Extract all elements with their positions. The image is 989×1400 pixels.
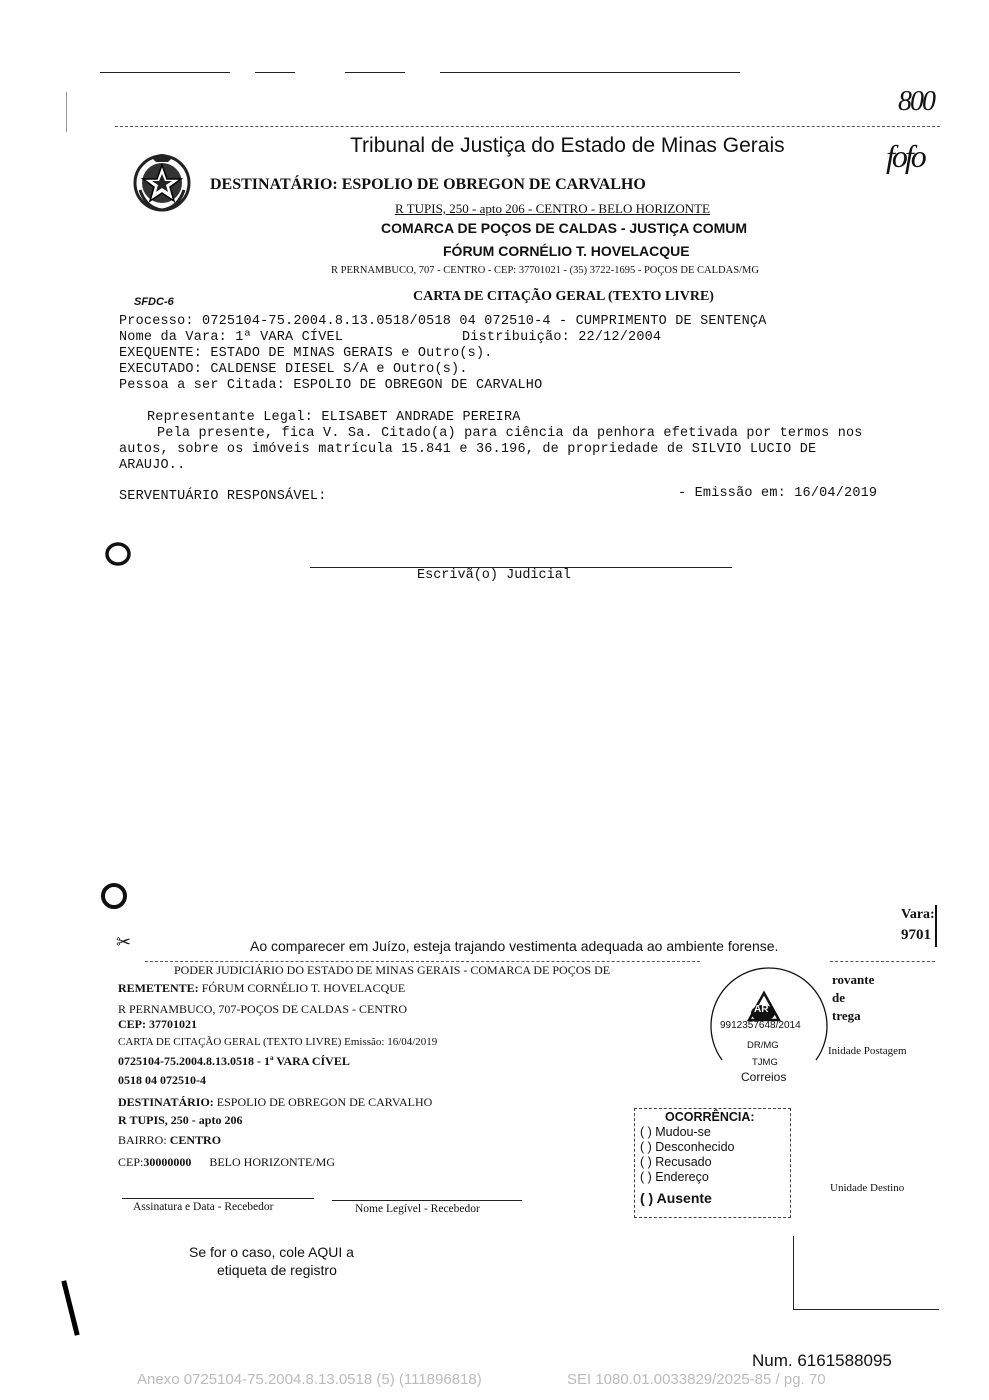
citation-text-line: ARAUJO.. — [119, 458, 186, 473]
ar-processo-num: 0518 04 072510-4 — [118, 1073, 206, 1087]
forum-address: R PERNAMBUCO, 707 - CENTRO - CEP: 37701021 - (35) 3722-1695 - POÇOS DE CALDAS/MG — [331, 265, 759, 276]
seal-dr: DR/MG — [747, 1040, 779, 1051]
ar-bairro-row — [118, 1133, 221, 1148]
citation-text-line: autos, sobre os imóveis matrícula 15.841 e 36.196, de propriedade de SILVIO LUCIO DE — [119, 442, 817, 457]
etiqueta-line1: Se for o caso, cole AQUI a — [189, 1244, 354, 1260]
pessoa-citada-line: Pessoa a ser Citada: ESPOLIO DE OBREGON DE CARVALHO — [119, 378, 543, 393]
signature-line-receiver — [122, 1198, 314, 1199]
ar-dest-cep-label: CEP: — [118, 1155, 144, 1169]
ocorrencia-recusado[interactable]: ( ) Recusado — [640, 1155, 712, 1169]
scan-mark — [61, 1280, 79, 1336]
exequente-line: EXEQUENTE: ESTADO DE MINAS GERAIS e Outro(s). — [119, 346, 493, 361]
ar-remetente-row — [118, 981, 405, 996]
unidade-postagem: Inidade Postagem — [828, 1045, 907, 1057]
vara-line: Nome da Vara: 1ª VARA CÍVEL — [119, 330, 344, 345]
sei-watermark: SEI 1080.01.0033829/2025-85 / pg. 70 — [567, 1371, 826, 1388]
ar-dest-cep: 30000000 — [143, 1155, 192, 1169]
form-code: SFDC-6 — [134, 296, 174, 308]
escriva-label: Escrivã(o) Judicial — [417, 568, 571, 583]
serventuario-label: SERVENTUÁRIO RESPONSÁVEL: — [119, 489, 327, 504]
ar-cep-label: CEP: — [118, 1017, 146, 1031]
scan-line-top — [345, 72, 405, 73]
document-number: Num. 6161588095 — [752, 1351, 892, 1370]
comarca: COMARCA DE POÇOS DE CALDAS - JUSTIÇA COMUM — [381, 220, 748, 236]
coat-of-arms-icon — [132, 150, 192, 212]
ar-cep: 37701021 — [149, 1017, 197, 1031]
header-dashed-line — [115, 126, 940, 127]
seal-correios: Correios — [741, 1070, 787, 1084]
ar-cep-row — [118, 1017, 197, 1032]
unidade-destino: Unidade Destino — [830, 1182, 905, 1194]
emission-date: - Emissão em: 16/04/2019 — [678, 486, 878, 501]
handwritten-page-number: 800 — [898, 86, 934, 117]
ar-bairro-label: BAIRRO: — [118, 1133, 167, 1147]
ar-remetente: FÓRUM CORNÉLIO T. HOVELACQUE — [201, 981, 406, 995]
ar-nome-legivel-label: Nome Legível - Recebedor — [355, 1203, 480, 1215]
ar-remetente-label: REMETENTE: — [118, 981, 199, 995]
ar-cidade: BELO HORIZONTE/MG — [209, 1155, 335, 1169]
punch-hole-icon — [100, 882, 130, 910]
ocorrencia-title: OCORRÊNCIA: — [665, 1110, 755, 1124]
recipient-heading: DESTINATÁRIO: ESPOLIO DE OBREGON DE CARVALHO — [210, 176, 646, 193]
ar-cep-dest-row — [118, 1155, 335, 1170]
forum-name: FÓRUM CORNÉLIO T. HOVELACQUE — [443, 243, 690, 259]
box-line — [793, 1309, 939, 1310]
signature-line-name — [332, 1200, 522, 1201]
tribunal-title: Tribunal de Justiça do Estado de Minas Gerais — [350, 134, 785, 157]
document-title: CARTA DE CITAÇÃO GERAL (TEXTO LIVRE) — [413, 289, 714, 304]
ar-dest-label: DESTINATÁRIO: — [118, 1095, 214, 1109]
ocorrencia-endereco[interactable]: ( ) Endereço — [640, 1170, 709, 1184]
representante-line: Representante Legal: ELISABET ANDRADE PEREIRA — [147, 410, 521, 425]
cut-line — [830, 961, 935, 962]
cut-line — [145, 961, 700, 962]
ocorrencia-desconhecido[interactable]: ( ) Desconhecido — [640, 1140, 735, 1154]
ar-carta: CARTA DE CITAÇÃO GERAL (TEXTO LIVRE) Emissão: 16/04/2019 — [118, 1036, 438, 1048]
scan-margin-mark — [66, 92, 67, 132]
comprovante-text: trega — [832, 1008, 861, 1023]
etiqueta-line2: etiqueta de registro — [217, 1262, 337, 1278]
ar-destinatario-row — [118, 1095, 432, 1110]
comprovante-text: rovante — [832, 972, 875, 987]
processo-line: Processo: 0725104-75.2004.8.13.0518/0518 04 072510-4 - CUMPRIMENTO DE SENTENÇA — [119, 314, 767, 329]
seal-code: 9912357648/2014 — [720, 1020, 801, 1031]
margin-bar — [935, 905, 937, 947]
scan-line-top — [100, 72, 230, 73]
ar-dest-address: R TUPIS, 250 - apto 206 — [118, 1113, 243, 1127]
vara-label: Vara: — [901, 907, 935, 922]
recipient-address: R TUPIS, 250 - apto 206 - CENTRO - BELO HORIZONTE — [395, 201, 710, 216]
ar-dest: ESPOLIO DE OBREGON DE CARVALHO — [216, 1095, 433, 1109]
ar-remetente-address: R PERNAMBUCO, 707-POÇOS DE CALDAS - CENTRO — [118, 1002, 408, 1016]
ocorrencia-mudou[interactable]: ( ) Mudou-se — [640, 1125, 711, 1139]
scan-line-top — [255, 72, 295, 73]
distribuicao-line: Distribuição: 22/12/2004 — [462, 330, 662, 345]
ocorrencia-ausente[interactable]: ( ) Ausente — [640, 1190, 712, 1206]
scan-line-top — [440, 72, 740, 73]
punch-hole-icon — [104, 541, 134, 567]
executado-line: EXECUTADO: CALDENSE DIESEL S/A e Outro(s). — [119, 362, 468, 377]
ar-poder: PODER JUDICIÁRIO DO ESTADO DE MINAS GERAIS - COMARCA DE POÇOS DE — [174, 963, 611, 977]
handwritten-initials: fofo — [886, 138, 924, 174]
seal-tjmg: TJMG — [752, 1057, 778, 1068]
forum-attire-notice: Ao comparecer em Juízo, esteja trajando vestimenta adequada ao ambiente forense. — [250, 938, 779, 954]
seal-ar-text: AR — [754, 1004, 769, 1015]
anexo-watermark: Anexo 0725104-75.2004.8.13.0518 (5) (111896818) — [137, 1371, 482, 1388]
ar-assinatura-label: Assinatura e Data - Recebedor — [133, 1201, 274, 1213]
citation-text-line: Pela presente, fica V. Sa. Citado(a) para ciência da penhora efetivada por termos nos — [157, 426, 863, 441]
scissors-icon: ✂ — [116, 932, 132, 952]
comprovante-text: de — [832, 990, 845, 1005]
vara-number: 9701 — [901, 927, 931, 943]
box-line — [793, 1236, 794, 1310]
ar-processo: 0725104-75.2004.8.13.0518 - 1ª VARA CÍVEL — [118, 1054, 350, 1068]
ar-bairro: CENTRO — [169, 1133, 222, 1147]
